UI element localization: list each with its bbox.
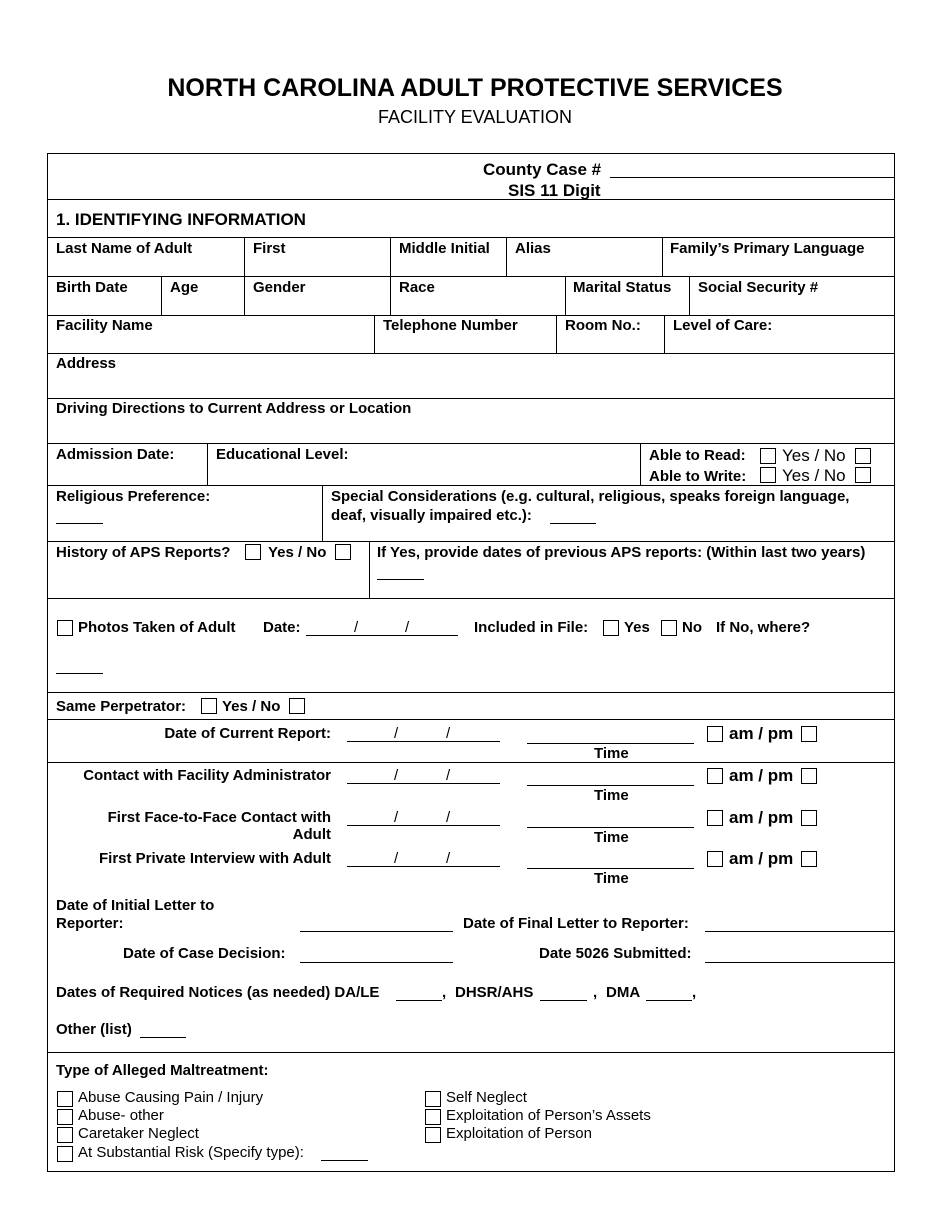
divider: [47, 199, 895, 200]
able-to-read-no-checkbox[interactable]: [855, 448, 871, 464]
ssn-label: Social Security #: [698, 279, 819, 296]
am-pm-label: am / pm: [729, 766, 794, 785]
page-subtitle: FACILITY EVALUATION: [377, 107, 573, 127]
form-frame: [47, 153, 895, 1172]
date-slash: /: [446, 809, 451, 826]
room-no-label: Room No.:: [565, 317, 641, 334]
cell-divider: [207, 443, 208, 485]
maltreatment-heading: Type of Alleged Maltreatment:: [56, 1062, 269, 1079]
photos-taken-label: Photos Taken of Adult: [78, 619, 236, 636]
date-slash: /: [394, 850, 399, 867]
exploitation-assets-checkbox[interactable]: [425, 1109, 441, 1125]
birth-date-label: Birth Date: [56, 279, 128, 296]
cell-divider: [390, 237, 391, 276]
included-no-checkbox[interactable]: [661, 620, 677, 636]
final-letter-field[interactable]: [705, 931, 895, 932]
other-list-field[interactable]: [140, 1037, 186, 1038]
date-slash: /: [446, 850, 451, 867]
marital-status-label: Marital Status: [573, 279, 672, 296]
am-pm-label: am / pm: [729, 849, 794, 868]
initial-letter-field[interactable]: [300, 931, 453, 932]
first-name-label: First: [253, 240, 286, 257]
am-pm-label: am / pm: [729, 808, 794, 827]
history-aps-label: History of APS Reports?: [56, 544, 231, 561]
divider: [47, 485, 895, 486]
divider: [47, 1052, 895, 1053]
same-perpetrator-label: Same Perpetrator:: [56, 698, 187, 715]
cell-divider: [640, 443, 641, 485]
pm-checkbox[interactable]: [801, 768, 817, 784]
self-neglect-label: Self Neglect: [446, 1089, 527, 1106]
time-label: Time: [594, 829, 629, 846]
current-report-date-field[interactable]: [347, 741, 500, 742]
able-to-write-yes-checkbox[interactable]: [760, 467, 776, 483]
divider: [47, 692, 895, 693]
substantial-risk-checkbox[interactable]: [57, 1146, 73, 1162]
date-slash: /: [394, 725, 399, 742]
case-decision-field[interactable]: [300, 962, 453, 963]
pm-checkbox[interactable]: [801, 851, 817, 867]
telephone-label: Telephone Number: [383, 317, 518, 334]
exploitation-person-label: Exploitation of Person: [446, 1125, 592, 1142]
cell-divider: [506, 237, 507, 276]
middle-initial-label: Middle Initial: [399, 240, 490, 257]
able-to-read-label: Able to Read:: [649, 447, 746, 464]
divider: [47, 762, 895, 763]
other-list-label: Other (list): [56, 1021, 132, 1038]
photos-date-label: Date:: [263, 619, 301, 636]
religious-label: Religious Preference:: [56, 488, 211, 505]
comma: ,: [593, 984, 598, 1001]
special-considerations-label-2: deaf, visually impaired etc.):: [331, 507, 532, 524]
photos-date-slash: /: [354, 619, 359, 636]
cell-divider: [662, 237, 663, 276]
included-yes-checkbox[interactable]: [603, 620, 619, 636]
current-report-label: Date of Current Report:: [164, 725, 331, 742]
facility-name-label: Facility Name: [56, 317, 153, 334]
cell-divider: [322, 485, 323, 541]
county-case-label: County Case #: [483, 160, 602, 179]
caretaker-neglect-checkbox[interactable]: [57, 1127, 73, 1143]
divider: [47, 443, 895, 444]
included-no-label: No: [682, 619, 702, 636]
exploitation-assets-label: Exploitation of Person’s Assets: [446, 1107, 651, 1124]
race-label: Race: [399, 279, 435, 296]
am-pm-label: am / pm: [729, 724, 794, 743]
divider: [47, 237, 895, 238]
cell-divider: [689, 276, 690, 315]
page-title: NORTH CAROLINA ADULT PROTECTIVE SERVICES: [167, 74, 783, 102]
divider: [47, 398, 895, 399]
cell-divider: [565, 276, 566, 315]
cell-divider: [556, 315, 557, 353]
date-5026-label: Date 5026 Submitted:: [539, 945, 692, 962]
facility-admin-contact-label: Contact with Facility Administrator: [83, 767, 331, 784]
abuse-other-checkbox[interactable]: [57, 1109, 73, 1125]
religious-field[interactable]: [56, 523, 103, 524]
time-label: Time: [594, 787, 629, 804]
included-in-file-label: Included in File:: [474, 619, 589, 636]
county-case-field[interactable]: [610, 177, 895, 178]
am-checkbox[interactable]: [707, 768, 723, 784]
gender-label: Gender: [253, 279, 306, 296]
history-dates-field[interactable]: [377, 579, 424, 580]
divider: [47, 276, 895, 277]
substantial-risk-field[interactable]: [321, 1160, 368, 1161]
same-perp-yes-checkbox[interactable]: [201, 698, 217, 714]
date-slash: /: [394, 767, 399, 784]
able-to-write-no-checkbox[interactable]: [855, 467, 871, 483]
cell-divider: [369, 541, 370, 598]
exploitation-person-checkbox[interactable]: [425, 1127, 441, 1143]
alias-label: Alias: [515, 240, 551, 257]
if-no-where-label: If No, where?: [716, 619, 811, 636]
current-report-time-field[interactable]: [527, 743, 694, 744]
am-checkbox[interactable]: [707, 851, 723, 867]
sis-label: SIS 11 Digit: [508, 181, 601, 200]
able-to-write-label: Able to Write:: [649, 468, 747, 485]
included-yes-label: Yes: [624, 619, 650, 636]
dma-label: DMA: [606, 984, 641, 1001]
divider: [47, 598, 895, 599]
case-decision-label: Date of Case Decision:: [123, 945, 286, 962]
history-yes-no: Yes / No: [268, 544, 327, 561]
same-perp-no-checkbox[interactable]: [289, 698, 305, 714]
dale-field[interactable]: [396, 1000, 442, 1001]
face-to-face-label: First Face-to-Face Contact with: [107, 809, 331, 826]
directions-label: Driving Directions to Current Address or Location: [56, 400, 412, 417]
cell-divider: [390, 276, 391, 315]
special-considerations-field[interactable]: [550, 523, 596, 524]
photos-date-slash: /: [405, 619, 410, 636]
divider: [47, 315, 895, 316]
pm-checkbox[interactable]: [801, 726, 817, 742]
history-no-checkbox[interactable]: [335, 544, 351, 560]
private-interview-date-field[interactable]: [347, 866, 500, 867]
same-perp-yes-no: Yes / No: [222, 698, 281, 715]
required-notices-label: Dates of Required Notices (as needed) DA/LE: [56, 984, 380, 1001]
private-interview-label: First Private Interview with Adult: [99, 850, 331, 867]
comma: ,: [692, 984, 697, 1001]
caretaker-neglect-label: Caretaker Neglect: [78, 1125, 199, 1142]
divider: [47, 541, 895, 542]
cell-divider: [244, 276, 245, 315]
cell-divider: [374, 315, 375, 353]
private-interview-time-field[interactable]: [527, 868, 694, 869]
able-to-read-yes-no: Yes / No: [782, 446, 846, 465]
initial-letter-label-2: Reporter:: [56, 915, 124, 932]
pm-checkbox[interactable]: [801, 810, 817, 826]
dma-field[interactable]: [646, 1000, 692, 1001]
age-label: Age: [170, 279, 199, 296]
last-name-label: Last Name of Adult: [56, 240, 193, 257]
educational-level-label: Educational Level:: [216, 446, 349, 463]
final-letter-label: Date of Final Letter to Reporter:: [463, 915, 689, 932]
time-label: Time: [594, 745, 629, 762]
facility-admin-time-field[interactable]: [527, 785, 694, 786]
special-considerations-label: Special Considerations (e.g. cultural, religious, speaks foreign language,: [331, 488, 850, 505]
am-checkbox[interactable]: [707, 726, 723, 742]
abuse-pain-label: Abuse Causing Pain / Injury: [78, 1089, 264, 1106]
abuse-pain-checkbox[interactable]: [57, 1091, 73, 1107]
date-5026-field[interactable]: [705, 962, 895, 963]
substantial-risk-label: At Substantial Risk (Specify type):: [78, 1144, 304, 1161]
photos-where-field[interactable]: [56, 673, 103, 674]
cell-divider: [161, 276, 162, 315]
date-slash: /: [446, 725, 451, 742]
history-yes-checkbox[interactable]: [245, 544, 261, 560]
self-neglect-checkbox[interactable]: [425, 1091, 441, 1107]
level-of-care-label: Level of Care:: [673, 317, 773, 334]
dhsr-label: DHSR/AHS: [455, 984, 534, 1001]
able-to-read-yes-checkbox[interactable]: [760, 448, 776, 464]
face-to-face-label-2: Adult: [292, 826, 331, 843]
initial-letter-label: Date of Initial Letter to: [56, 897, 215, 914]
able-to-write-yes-no: Yes / No: [782, 466, 846, 485]
photos-taken-checkbox[interactable]: [57, 620, 73, 636]
cell-divider: [664, 315, 665, 353]
date-slash: /: [446, 767, 451, 784]
address-label: Address: [56, 355, 117, 372]
divider: [47, 719, 895, 720]
face-to-face-date-field[interactable]: [347, 825, 500, 826]
facility-admin-date-field[interactable]: [347, 783, 500, 784]
cell-divider: [244, 237, 245, 276]
abuse-other-label: Abuse- other: [78, 1107, 164, 1124]
face-to-face-time-field[interactable]: [527, 827, 694, 828]
date-slash: /: [394, 809, 399, 826]
language-label: Family’s Primary Language: [670, 240, 865, 257]
admission-date-label: Admission Date:: [56, 446, 175, 463]
dhsr-field[interactable]: [540, 1000, 587, 1001]
time-label: Time: [594, 870, 629, 887]
comma: ,: [442, 984, 447, 1001]
am-checkbox[interactable]: [707, 810, 723, 826]
section-heading: 1. IDENTIFYING INFORMATION: [56, 210, 306, 229]
divider: [47, 353, 895, 354]
history-dates-label: If Yes, provide dates of previous APS reports: (Within last two years): [377, 544, 866, 561]
photos-date-field[interactable]: [306, 635, 458, 636]
